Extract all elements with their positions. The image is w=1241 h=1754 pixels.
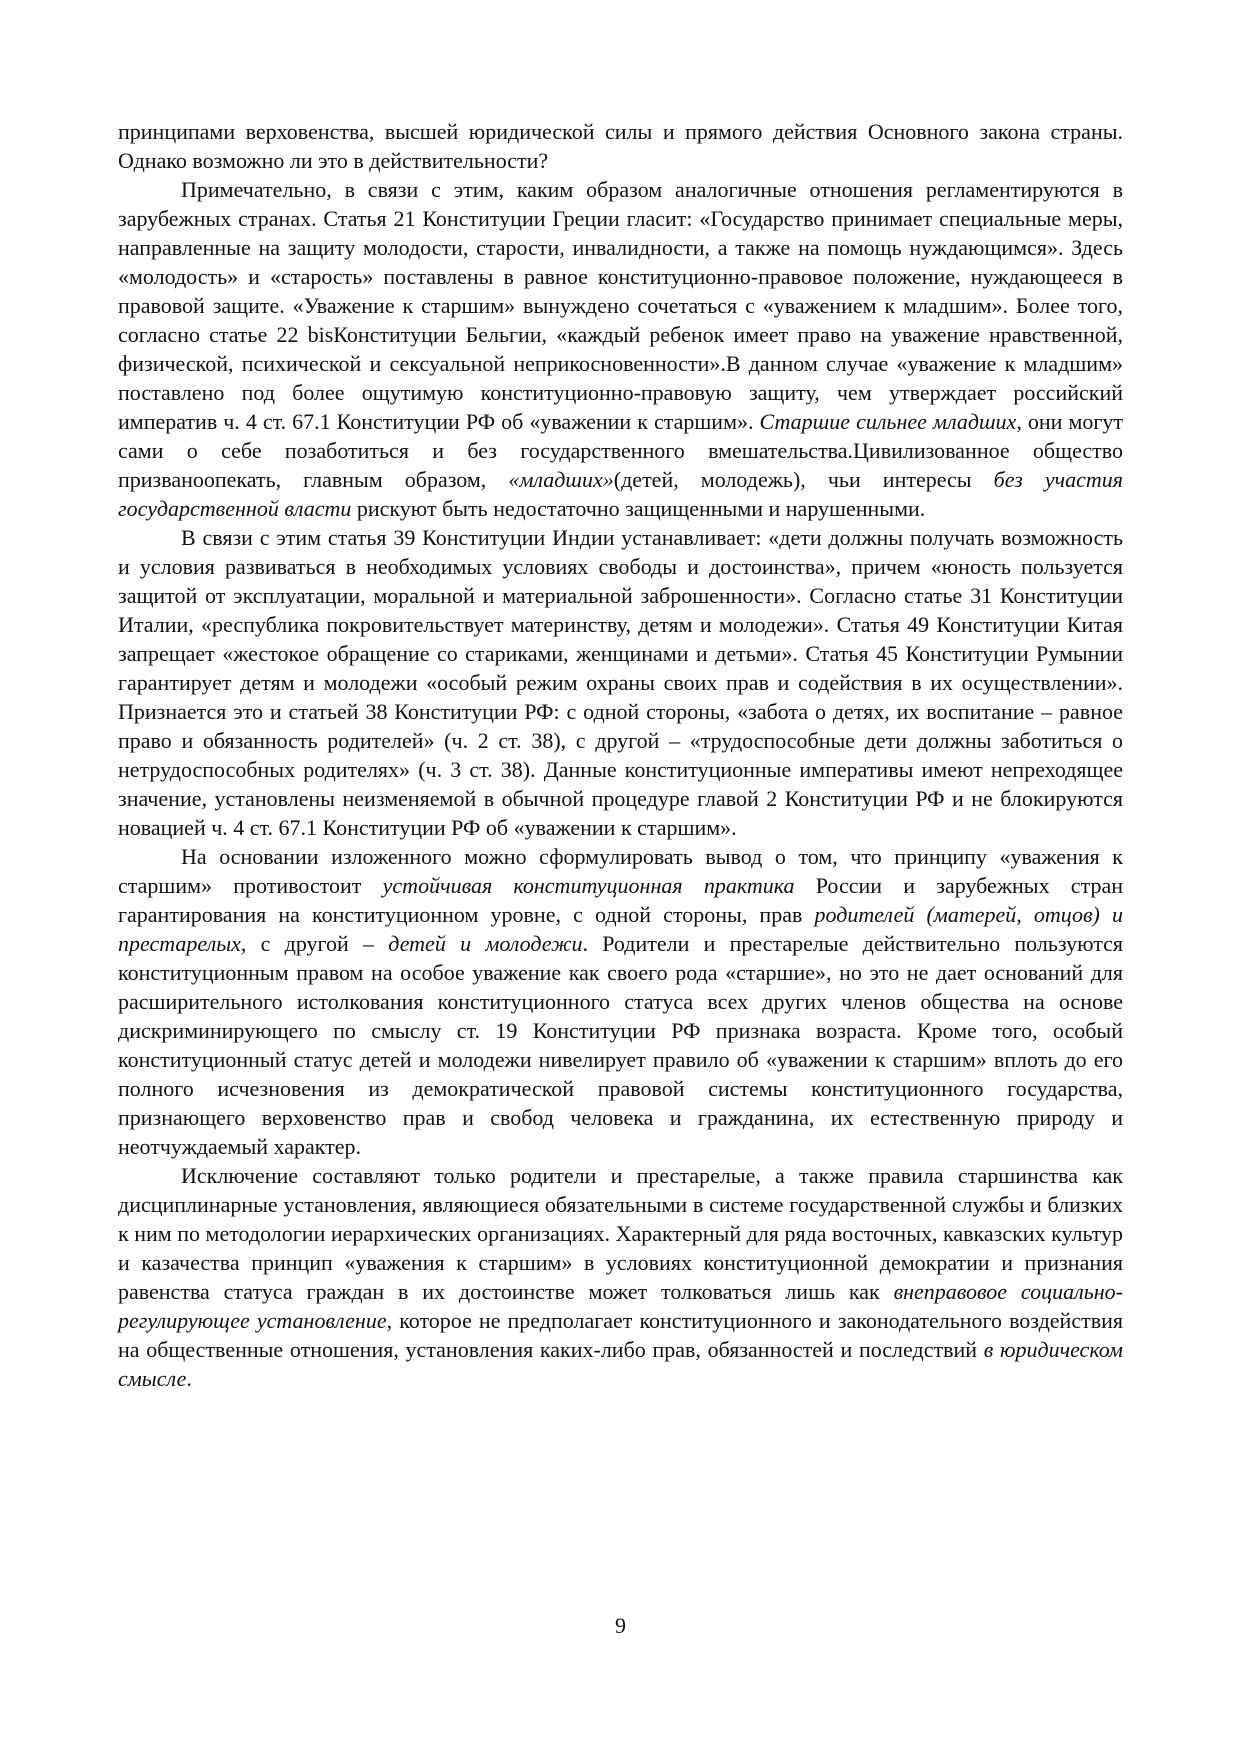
text-run: В связи с этим статья 39 Конституции Индии устанавливает: «дети должны получать возможность и условия развиваться в необходимых условиях свободы и достоинства», причем «юность пользуется защитой от эксплуатации, моральной и материальной заброшенности». Согласно статье 31 Конституции Италии, «республика покровительствует материнству, детям и молодежи». Статья 49 Конституции Китая запрещает «жестокое обращение со стариками, женщинами и детьми». Статья 45 Конституции Румынии гарантирует детям и молодежи «особый режим охраны своих прав и содействия в их осуществлении». Признается это и статьей 38 Конституции РФ: с одной стороны, «забота о детях, их воспитание – равное право и обязанность родителей» (ч. 2 ст. 38), с другой – «трудоспособные дети должны заботиться о нетрудоспособных родителях» (ч. 3 ст. 38). Данные конституционные императивы имеют непреходящее значение, установлены неизменяемой в обычной процедуре главой 2 Конституции РФ и не блокируются новацией ч. 4 ст. 67.1 Конституции РФ об «уважении к старшим». bbox=[118, 525, 1123, 840]
text-run: , с другой – bbox=[240, 931, 389, 956]
page-number: 9 bbox=[615, 1613, 626, 1638]
italic-text: без участия государственной власти bbox=[118, 467, 1123, 521]
text-run: (детей, молодежь), чьи интересы bbox=[613, 467, 994, 492]
text-run: Исключение составляют только родители и престарелые, а также правила старшинства как дисциплинарные установления, являющиеся обязательными в системе государственной службы и близких к ним по методологии иерархических организациях. Характерный для ряда восточных, кавказских культур и казачества принцип «уважения к старшим» в условиях конституционной демократии и признания равенства статуса граждан в их достоинстве может толковаться лишь как bbox=[118, 1163, 1123, 1304]
text-run: , которое не предполагает конституционного и законодательного воздействия на общественные отношения, установления каких-либо прав, обязанностей и последствий bbox=[118, 1308, 1123, 1362]
paragraph-3 bbox=[118, 523, 1123, 842]
text-run: . bbox=[186, 1366, 192, 1391]
paragraph-2 bbox=[118, 175, 1123, 523]
italic-text: устойчивая конституционная практика bbox=[382, 873, 795, 898]
text-run: Примечательно, в связи с этим, каким образом аналогичные отношения регламентируются в зарубежных странах. Статья 21 Конституции Греции гласит: «Государство принимает специальные меры, направленные на защиту молодости, старости, инвалидности, а также на помощь нуждающимся». Здесь «молодость» и «старость» поставлены в равное конституционно-правовое положение, нуждающееся в правовой защите. «Уважение к старшим» вынуждено сочетаться с «уважением к младшим». Более того, согласно статье 22 bisКонституции Бельгии, «каждый ребенок имеет право на уважение нравственной, физической, психической и сексуальной неприкосновенности».В данном случае «уважение к младшим» поставлено под более ощутимую конституционно-правовую защиту, чем утверждает российский императив ч. 4 ст. 67.1 Конституции РФ об «уважении к старшим». bbox=[118, 177, 1123, 434]
italic-text: внеправовое социально-регулирующее установление bbox=[118, 1279, 1123, 1333]
text-run: они могут сами о себе позаботиться и без государственного вмешательства.Цивилизованное общество призваноопекать, главным образом, bbox=[118, 409, 1123, 492]
italic-text: Старшие сильнее младших, bbox=[759, 409, 1022, 434]
text-run: . Родители и престарелые действительно пользуются конституционным правом на особое уважение как своего рода «старшие», но это не дает оснований для расширительного истолкования конституционного статуса всех других членов общества на основе дискриминирующего по смыслу ст. 19 Конституции РФ признака возраста. Кроме того, особый конституционный статус детей и молодежи нивелирует правило об «уважении к старшим» вплоть до его полного исчезновения из демократической правовой системы конституционного государства, признающего верховенство прав и свобод человека и гражданина, их естественную природу и неотчуждаемый характер. bbox=[118, 931, 1123, 1159]
italic-text: детей и молодежи bbox=[388, 931, 583, 956]
paragraph-4 bbox=[118, 842, 1123, 1161]
paragraph-5 bbox=[118, 1161, 1123, 1393]
body-text bbox=[118, 117, 1123, 1393]
italic-text: родителей (матерей, отцов) и престарелых bbox=[118, 902, 1123, 956]
italic-text: в юридическом смысле bbox=[118, 1337, 1123, 1391]
text-run: России и зарубежных стран гарантирования на конституционном уровне, с одной стороны, прав bbox=[118, 873, 1123, 927]
text-run: принципами верховенства, высшей юридической силы и прямого действия Основного закона страны. Однако возможно ли это в действительности? bbox=[118, 119, 1123, 173]
italic-text: «младших» bbox=[508, 467, 614, 492]
text-run: На основании изложенного можно сформулировать вывод о том, что принципу «уважения к старшим» противостоит bbox=[118, 844, 1123, 898]
paragraph-1 bbox=[118, 117, 1123, 175]
text-run: рискуют быть недостаточно защищенными и нарушенными. bbox=[351, 496, 926, 521]
